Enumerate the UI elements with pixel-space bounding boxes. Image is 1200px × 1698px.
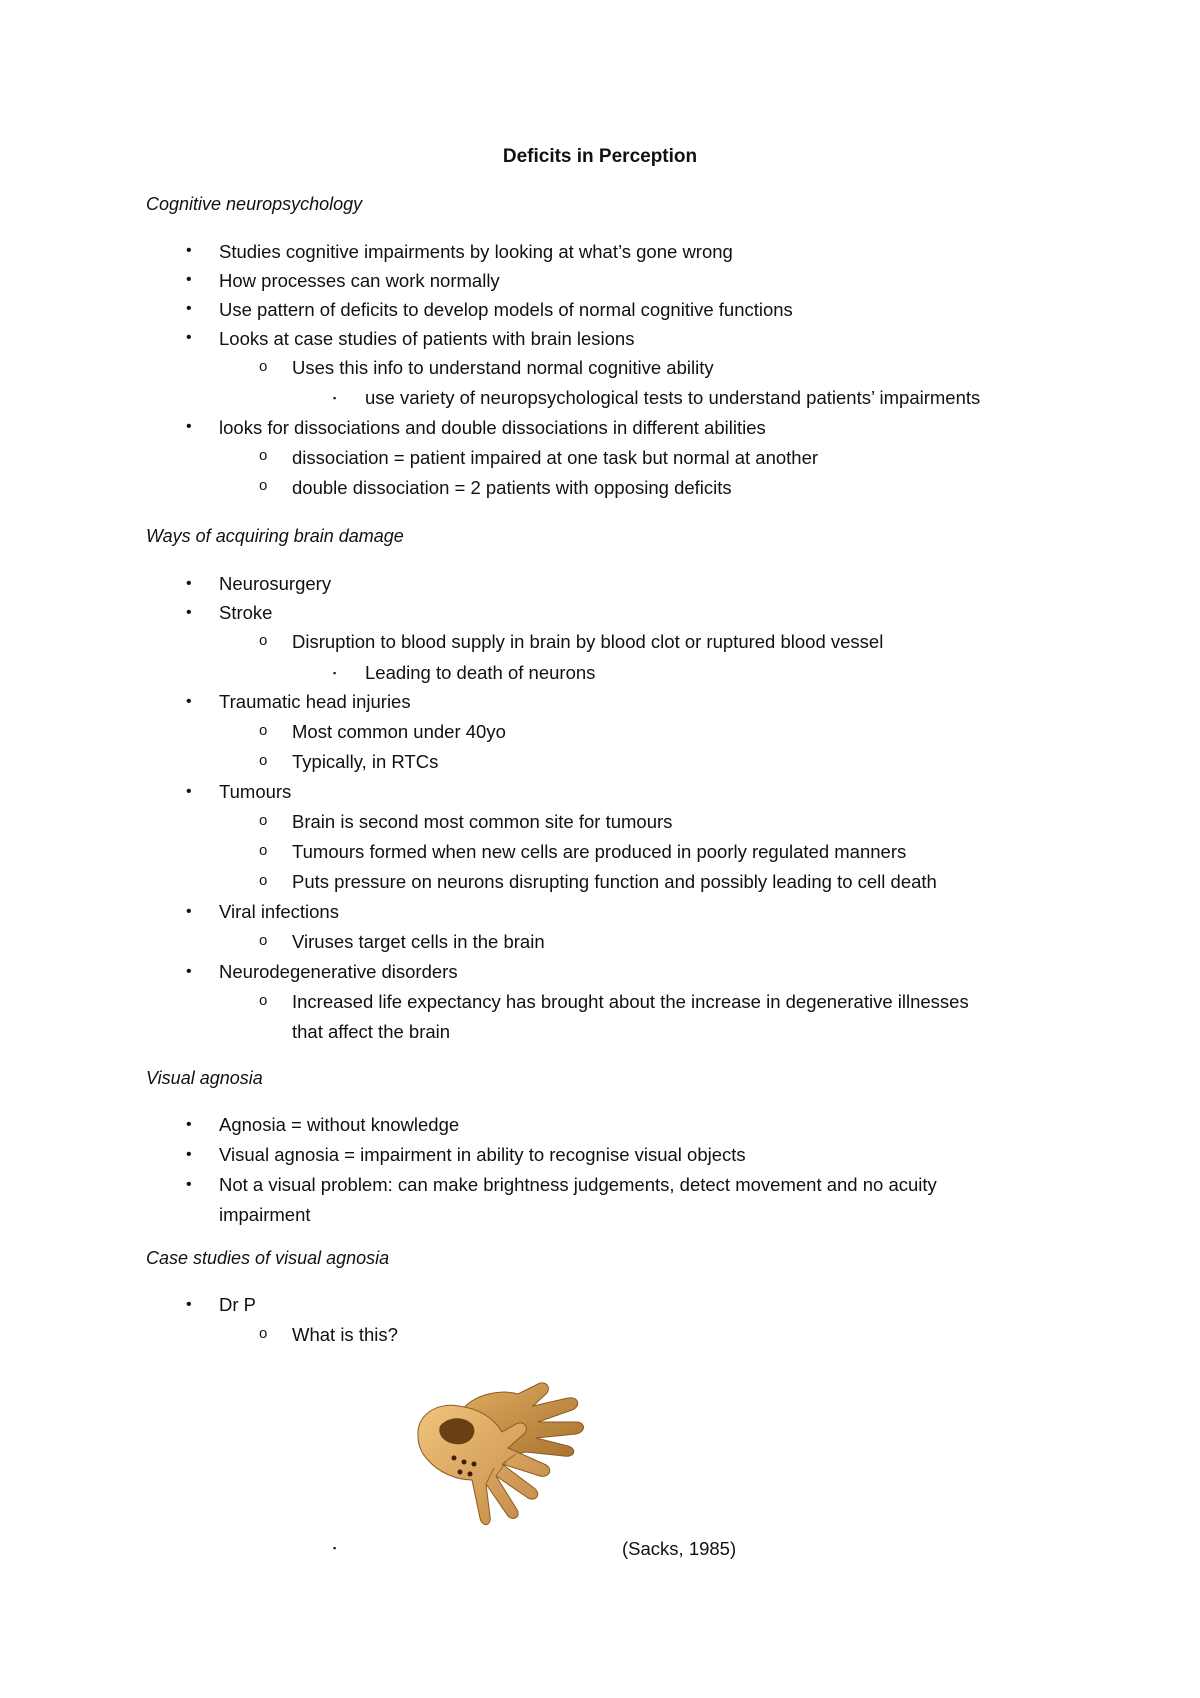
bullet-marker: • <box>186 963 192 980</box>
list-item: How processes can work normally <box>219 270 500 291</box>
bullet-marker: • <box>186 575 192 592</box>
sub-bullet-marker: o <box>259 447 268 464</box>
sub-bullet-marker: o <box>259 358 268 375</box>
list-item: Neurosurgery <box>219 573 332 594</box>
list-item: Tumours <box>219 781 292 802</box>
list-item: Neurodegenerative disorders <box>219 961 458 982</box>
list-item: Most common under 40yo <box>292 721 506 742</box>
list-item: Tumours formed when new cells are produced in poorly regulated manners <box>292 841 907 862</box>
bullet-marker: • <box>186 903 192 920</box>
list-item: Puts pressure on neurons disrupting function and possibly leading to cell death <box>292 871 937 892</box>
list-item: use variety of neuropsychological tests to understand patients’ impairments <box>365 387 981 408</box>
list-item: Use pattern of deficits to develop models of normal cognitive functions <box>219 299 793 320</box>
sub-bullet-marker: o <box>259 812 268 829</box>
bullet-marker: • <box>186 693 192 710</box>
list-item: Viruses target cells in the brain <box>292 931 545 952</box>
list-item: Dr P <box>219 1294 256 1315</box>
bullet-marker: • <box>186 1296 192 1313</box>
bullet-marker: • <box>186 271 192 288</box>
list-item: Not a visual problem: can make brightness judgements, detect movement and no acuity <box>219 1174 937 1195</box>
bullet-marker: • <box>186 604 192 621</box>
bullet-marker: • <box>186 1116 192 1133</box>
sub-bullet-marker: o <box>259 632 268 649</box>
list-item: Typically, in RTCs <box>292 751 439 772</box>
bullet-marker: • <box>186 1146 192 1163</box>
sub-bullet-marker: o <box>259 722 268 739</box>
list-item: Stroke <box>219 602 273 623</box>
list-item-continuation: that affect the brain <box>292 1021 451 1042</box>
bullet-marker: • <box>186 300 192 317</box>
citation: (Sacks, 1985) <box>622 1538 737 1559</box>
section-heading-case-studies: Case studies of visual agnosia <box>146 1248 390 1268</box>
list-item: Studies cognitive impairments by looking at what’s gone wrong <box>219 241 733 262</box>
list-item: Increased life expectancy has brought about the increase in degenerative illnesses <box>292 991 969 1012</box>
list-item: Uses this info to understand normal cognitive ability <box>292 357 714 378</box>
list-item: dissociation = patient impaired at one task but normal at another <box>292 447 819 468</box>
leather-glove-icon <box>398 1376 610 1534</box>
sub-bullet-marker: o <box>259 752 268 769</box>
sub-bullet-marker: o <box>259 842 268 859</box>
section-heading-cognitive: Cognitive neuropsychology <box>146 194 363 214</box>
sub-bullet-marker: o <box>259 932 268 949</box>
list-item: What is this? <box>292 1324 398 1345</box>
sub-bullet-marker: o <box>259 992 268 1009</box>
list-item: Looks at case studies of patients with brain lesions <box>219 328 635 349</box>
list-item: Brain is second most common site for tumours <box>292 811 673 832</box>
list-item: looks for dissociations and double dissociations in different abilities <box>219 417 766 438</box>
bullet-marker: • <box>186 242 192 259</box>
sub-bullet-marker: o <box>259 1325 268 1342</box>
section-heading-visual-agnosia: Visual agnosia <box>146 1068 263 1088</box>
bullet-marker: • <box>186 783 192 800</box>
list-item: Traumatic head injuries <box>219 691 411 712</box>
sub-sub-bullet-marker: ▪ <box>333 1543 337 1553</box>
sub-sub-bullet-marker: ▪ <box>333 668 337 678</box>
list-item-continuation: impairment <box>219 1204 311 1225</box>
list-item: Visual agnosia = impairment in ability to recognise visual objects <box>219 1144 746 1165</box>
list-item: Agnosia = without knowledge <box>219 1114 460 1135</box>
list-item: double dissociation = 2 patients with opposing deficits <box>292 477 732 498</box>
sub-bullet-marker: o <box>259 477 268 494</box>
bullet-marker: • <box>186 418 192 435</box>
bullet-marker: • <box>186 329 192 346</box>
document-title: Deficits in Perception <box>502 146 698 167</box>
bullet-marker: • <box>186 1176 192 1193</box>
sub-sub-bullet-marker: ▪ <box>333 393 337 403</box>
list-item: Leading to death of neurons <box>365 662 596 683</box>
sub-bullet-marker: o <box>259 872 268 889</box>
section-heading-brain-damage: Ways of acquiring brain damage <box>146 526 404 546</box>
list-item: Viral infections <box>219 901 339 922</box>
list-item: Disruption to blood supply in brain by blood clot or ruptured blood vessel <box>292 631 884 652</box>
